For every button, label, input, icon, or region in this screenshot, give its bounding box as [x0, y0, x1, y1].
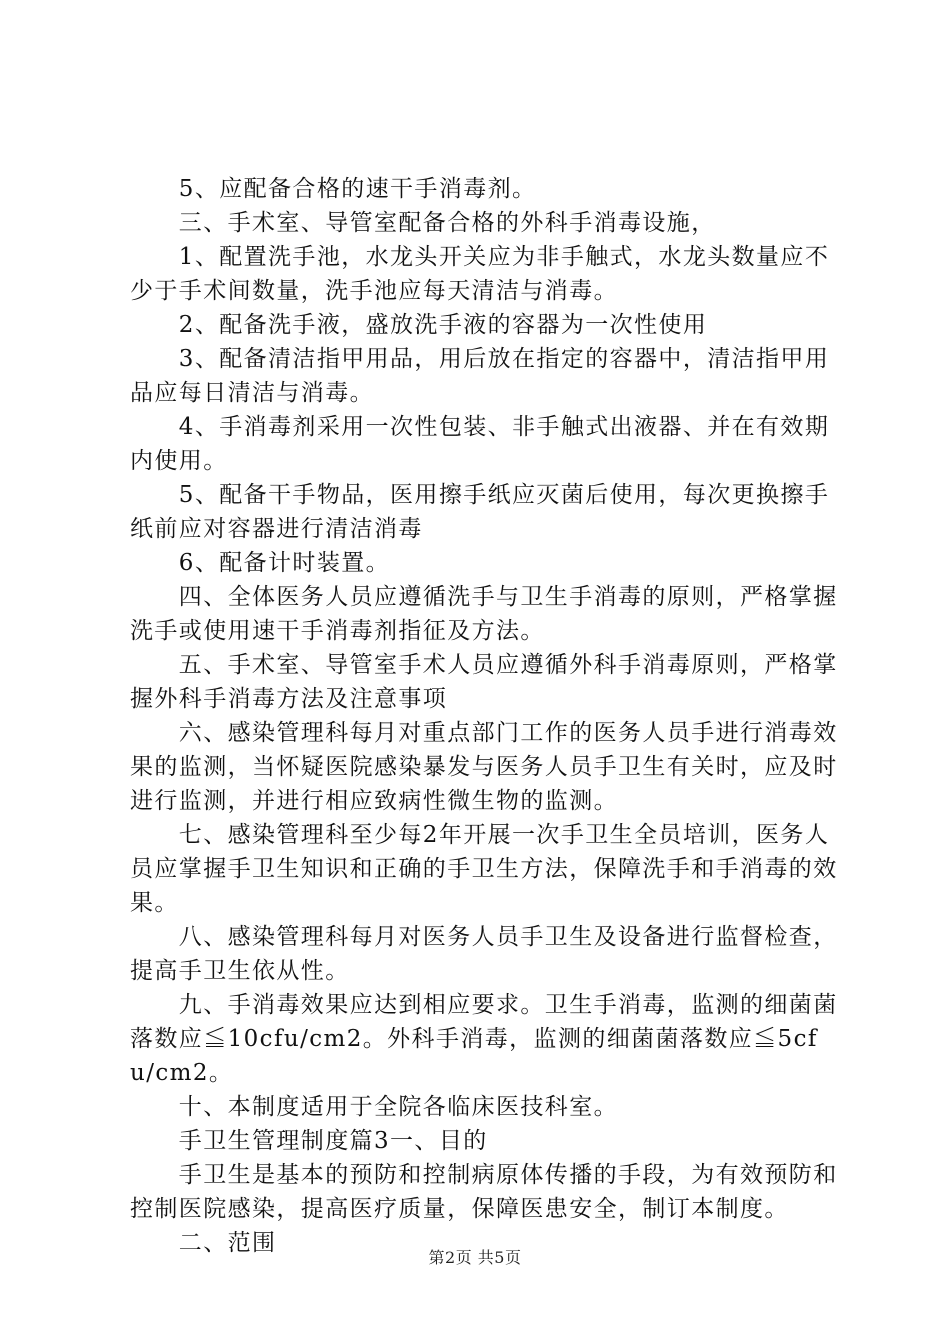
- paragraph-6: 4、手消毒剂采用一次性包装、非手触式出液器、并在有效期内使用。: [130, 414, 830, 474]
- paragraph-17: 手卫生是基本的预防和控制病原体传播的手段，为有效预防和控制医院感染，提高医疗质量，保障医患安全，制订本制度。: [130, 1162, 838, 1222]
- paragraph-12: 七、感染管理科至少每2年开展一次手卫生全员培训，医务人员应掌握手卫生知识和正确的手卫生方法，保障洗手和手消毒的效果。: [130, 822, 838, 916]
- paragraph-9: 四、全体医务人员应遵循洗手与卫生手消毒的原则，严格掌握洗手或使用速干手消毒剂指征及方法。: [130, 584, 838, 644]
- paragraph-14: 九、手消毒效果应达到相应要求。卫生手消毒，监测的细菌菌落数应≦10cfu/cm2。外科手消毒，监测的细菌菌落数应≦5cfu/cm2。: [130, 992, 838, 1086]
- paragraph-16: 手卫生管理制度篇3一、目的: [130, 1128, 488, 1154]
- paragraph-7: 5、配备干手物品，医用擦手纸应灭菌后使用，每次更换擦手纸前应对容器进行清洁消毒: [130, 482, 830, 542]
- paragraph-1: 5、应配备合格的速干手消毒剂。: [130, 176, 537, 202]
- paragraph-2: 三、手术室、导管室配备合格的外科手消毒设施，: [130, 210, 716, 236]
- page-footer: 第2页 共5页: [428, 1248, 522, 1267]
- paragraph-18: 二、范围: [130, 1230, 277, 1256]
- paragraph-4: 2、配备洗手液，盛放洗手液的容器为一次性使用: [130, 312, 708, 338]
- document-body: [130, 172, 838, 1260]
- paragraph-3: 1、配置洗手池，水龙头开关应为非手触式，水龙头数量应不少于手术间数量，洗手池应每天清洁与消毒。: [130, 244, 830, 304]
- paragraph-8: 6、配备计时装置。: [130, 550, 391, 576]
- paragraph-15: 十、本制度适用于全院各临床医技科室。: [130, 1094, 618, 1120]
- paragraph-5: 3、配备清洁指甲用品，用后放在指定的容器中，清洁指甲用品应每日清洁与消毒。: [130, 346, 830, 406]
- paragraph-10: 五、手术室、导管室手术人员应遵循外科手消毒原则，严格掌握外科手消毒方法及注意事项: [130, 652, 838, 712]
- paragraph-13: 八、感染管理科每月对医务人员手卫生及设备进行监督检查，提高手卫生依从性。: [130, 924, 838, 984]
- paragraph-11: 六、感染管理科每月对重点部门工作的医务人员手进行消毒效果的监测，当怀疑医院感染暴发与医务人员手卫生有关时，应及时进行监测，并进行相应致病性微生物的监测。: [130, 720, 838, 814]
